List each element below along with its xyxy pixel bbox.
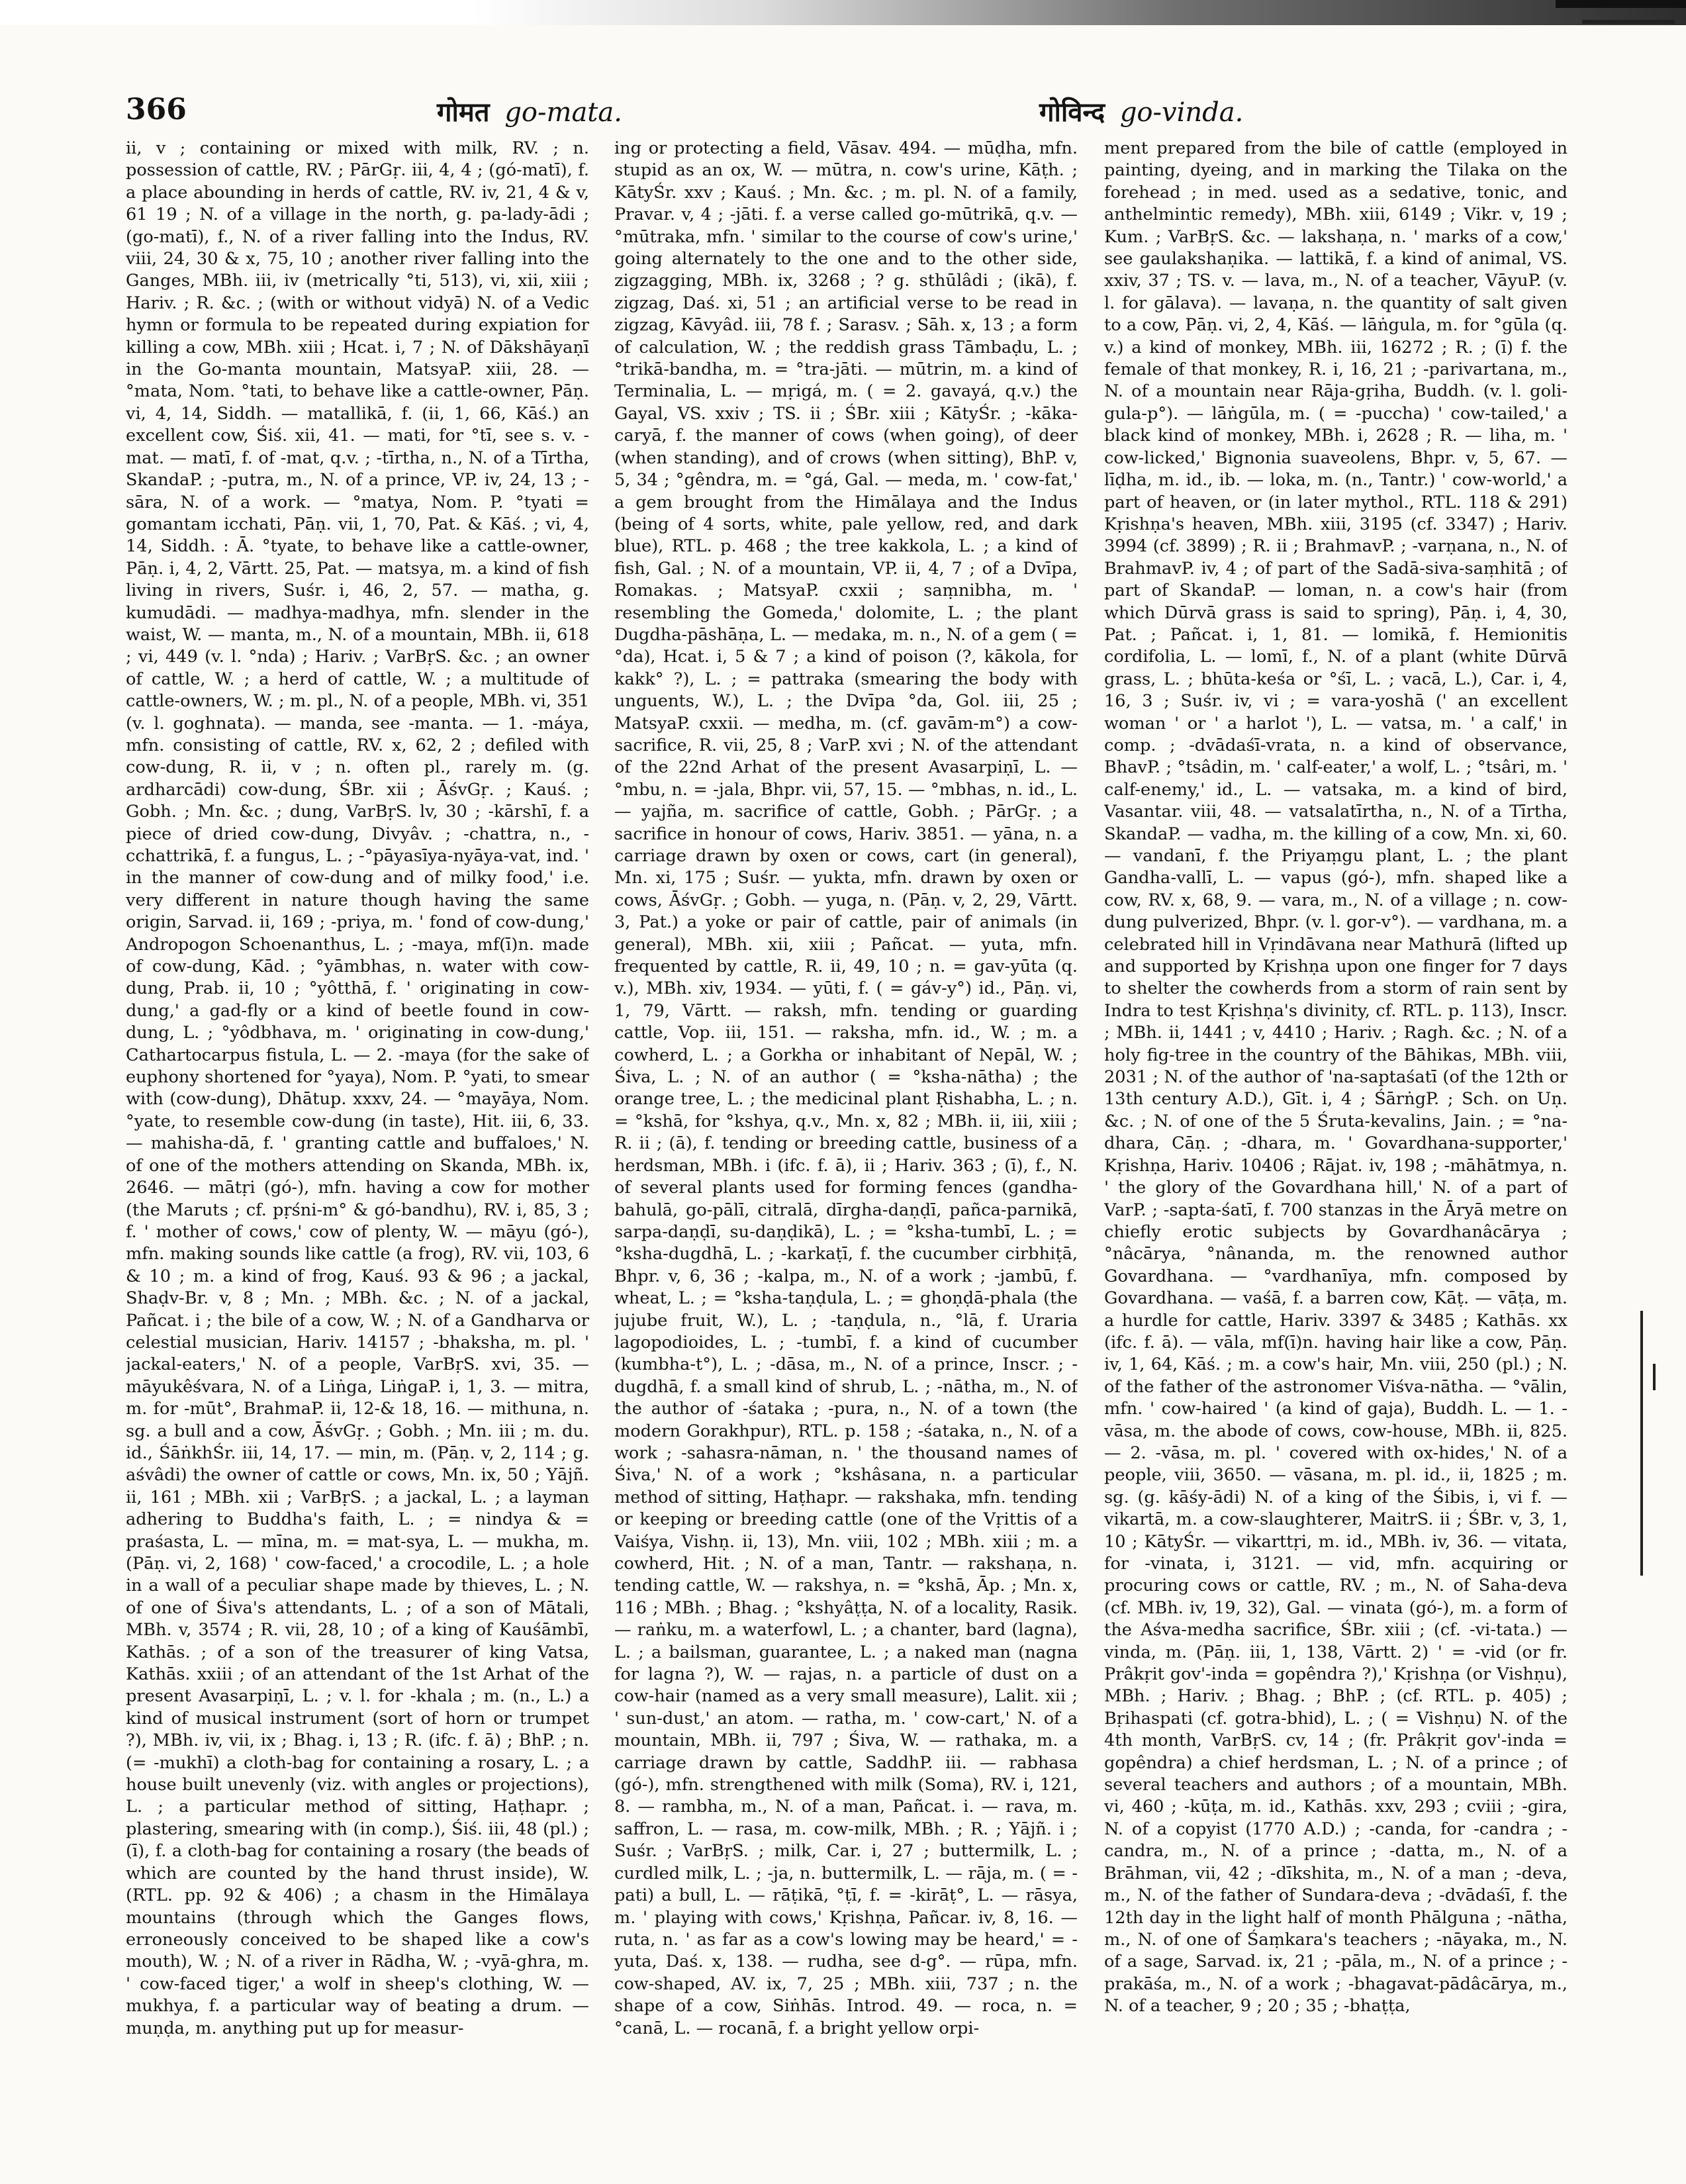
scan-margin-mark bbox=[1582, 20, 1675, 24]
dictionary-column-3: ment prepared from the bile of cattle (employed in painting, dyeing, and in marking the Tilaka on the forehead ; in med. used as a sedative, tonic, and anthelmintic remedy), MBh. xiii, 6149 ; Vikr. v, 19 ; Kum. ; VarBṛS. &c. — lakshaṇa, n. ' marks of a cow,' see gaulakshaṇika. — lattikā, f. a kind of animal, VS. xxiv, 37 ; TS. v. — lava, m., N. of a teacher, VāyuP. (v. l. for gālava). — lavaṇa, n. the quantity of salt given to a cow, Pāṇ. vi, 2, 4, Kāś. — lāṅgula, m. for °gūla (q. v.) a kind of monkey, MBh. iii, 16272 ; R. ; (ī) f. the female of that monkey, R. i, 16, 21 ; -parivartana, m., N. of a mountain near Rāja-gṛiha, Buddh. (v. l. goli-gula-p°). — lāṅgūla, m. ( = -puccha) ' cow-tailed,' a black kind of monkey, MBh. i, 2628 ; R. — liha, m. ' cow-licked,' Bignonia suaveolens, Bhpr. v, 5, 67. — līḍha, m. id., ib. — loka, m. (n., Tantr.) ' cow-world,' a part of heaven, or (in later mythol., RTL. 118 & 291) Kṛishṇa's heaven, MBh. xiii, 3195 (cf. 3347) ; Hariv. 3994 (cf. 3899) ; R. ii ; BrahmavP. ; -varṇana, n., N. of BrahmavP. iv, 4 ; of part of the Sadā-siva-saṃhitā ; of part of SkandaP. — loman, n. a cow's hair (from which Dūrvā grass is said to spring), Pāṇ. i, 4, 30, Pat. ; Pañcat. i, 1, 81. — lomikā, f. Hemionitis cordifolia, L. — lomī, f., N. of a plant (white Dūrvā grass, L. ; bhūta-keśa or °śī, L. ; vacā, L.), Car. i, 4, 16, 3 ; Suśr. iv, vi ; = vara-yoshā (' an excellent woman ' or ' a harlot '), L. — vatsa, m. ' a calf,' in comp. ; -dvādaśī-vrata, n. a kind of observance, BhavP. ; °tsâdin, m. ' calf-eater,' a wolf, L. ; °tsâri, m. ' calf-enemy,' id., L. — vatsaka, m. a kind of bird, Vasantar. viii, 48. — vatsalatīrtha, n., N. of a Tīrtha, SkandaP. — vadha, m. the killing of a cow, Mn. xi, 60. — vandanī, f. the Priyaṃgu plant, L. ; the plant Gandha-vallī, L. — vapus (gó-), mfn. shaped like a cow, RV. x, 68, 9. — vara, m., N. of a village ; n. cow-dung pulverized, Bhpr. (v. l. gor-v°). — vardhana, m. a celebrated hill in Vṛindāvana near Mathurā (lifted up and supported by Kṛishṇa upon one finger for 7 days to shelter the cowherds from a storm of rain sent by Indra to test Kṛishṇa's divinity, cf. RTL. p. 113), Inscr. ; MBh. ii, 1441 ; v, 4410 ; Hariv. ; Ragh. &c. ; N. of a holy fig-tree in the country of the Bāhikas, MBh. viii, 2031 ; N. of the author of 'na-saptaśatī (of the 12th or 13th century A.D.), Gīt. i, 4 ; ŚārṅgP. ; Sch. on Uṇ. &c. ; N. of one of the 5 Śruta-kevalins, Jain. ; = °na-dhara, Cāṇ. ; -dhara, m. ' Govardhana-supporter,' Kṛishṇa, Hariv. 10406 ; Rājat. iv, 198 ; -māhātmya, n. ' the glory of the Govardhana hill,' N. of a part of VarP. ; -sapta-śatī, f. 700 stanzas in the Āryā metre on chiefly erotic subjects by Govardhanâcārya ; °nâcārya, °nânanda, m. the renowned author Govardhana. — °vardhanīya, mfn. composed by Govardhana. — vaśā, f. a barren cow, Kāṭ. — vāṭa, m. a hurdle for cattle, Hariv. 3397 & 3485 ; Kathās. xx (ifc. f. ā). — vāla, mf(ī)n. having hair like a cow, Pāṇ. iv, 1, 64, Kāś. ; m. a cow's hair, Mn. viii, 250 (pl.) ; N. of the father of the astronomer Viśva-nātha. — °vālin, mfn. ' cow-haired ' (a kind of gaja), Buddh. L. — 1. -vāsa, m. the abode of cows, cow-house, MBh. ii, 825. — 2. -vāsa, m. pl. ' covered with ox-hides,' N. of a people, viii, 3650. — vāsana, m. pl. id., ii, 1825 ; m. sg. (g. kāśy-ādi) N. of a king of the Śibis, i, vi f. — vikartā, m. a cow-slaughterer, MaitrS. ii ; ŚBr. v, 3, 1, 10 ; KātyŚr. — vikarttṛi, m. id., MBh. iv, 36. — vitata, for -vinata, i, 3121. — vid, mfn. acquiring or procuring cows or cattle, RV. ; m., N. of Saha-deva (cf. MBh. iv, 19, 32), Gal. — vinata (gó-), m. a form of the Aśva-medha sacrifice, ŚBr. xiii ; (cf. -vi-tata.) — vinda, m. (Pāṇ. iii, 1, 138, Vārtt. 2) ' = -vid (or fr. Prâkṛit gov'-inda = gopêndra ?),' Kṛishṇa (or Vishṇu), MBh. ; Hariv. ; Bhag. ; BhP. ; (cf. RTL. p. 405) ; Bṛihaspati (cf. gotra-bhid), L. ; ( = Vishṇu) N. of the 4th month, VarBṛS. cv, 14 ; (fr. Prâkṛit gov'-inda = gopêndra) a chief herdsman, L. ; N. of a prince ; of several teachers and authors ; of a mountain, MBh. vi, 460 ; -kūṭa, m. id., Kathās. xxv, 293 ; cviii ; -gira, N. of a copyist (1770 A.D.) ; -canda, for -candra ; -candra, m., N. of a prince ; -datta, m., N. of a Brāhman, vii, 42 ; -dīkshita, m., N. of a man ; -deva, m., N. of the father of Sundara-deva ; -dvādaśī, f. the 12th day in the light half of month Phālguna ; -nātha, m., N. of one of Śaṃkara's teachers ; -nāyaka, m., N. of a sage, Sarvad. ix, 21 ; -pāla, m., N. of a prince ; -prakāśa, m., N. of a work ; -bhagavat-pādâcārya, m., N. of a teacher, 9 ; 20 ; 35 ; -bhaṭṭa, bbox=[1104, 138, 1568, 2017]
scan-top-edge bbox=[0, 0, 1686, 25]
scan-corner-shadow bbox=[1556, 0, 1686, 8]
scan-edge-mark bbox=[1653, 1364, 1656, 1390]
left-running-head bbox=[437, 93, 622, 129]
right-running-head-roman: go-vinda. bbox=[1119, 97, 1244, 128]
right-running-head-devanagari: गोविन्द bbox=[1039, 97, 1105, 128]
page-header bbox=[126, 93, 1609, 139]
page-number: 366 bbox=[126, 93, 187, 126]
left-running-head-roman: go-mata. bbox=[504, 97, 622, 128]
scan-edge-shadow bbox=[1640, 1311, 1643, 1576]
dictionary-column-2: ing or protecting a field, Vāsav. 494. — mūḍha, mfn. stupid as an ox, W. — mūtra, n. cow's urine, Kāṭh. ; KātyŚr. xxv ; Kauś. ; Mn. &c. ; m. pl. N. of a family, Pravar. v, 4 ; -jāti. f. a verse called go-mūtrikā, q.v. — °mūtraka, mfn. ' similar to the course of cow's urine,' going alternately to the one and to the other side, zigzagging, MBh. ix, 3268 ; ? g. sthūlâdi ; (ikā), f. zigzag, Daś. xi, 51 ; an artificial verse to be read in zigzag, Kāvyâd. iii, 78 f. ; Sarasv. ; Sāh. x, 13 ; a form of calculation, W. ; the reddish grass Tāmbaḍu, L. ; °trikā-bandha, m. = °tra-jāti. — mūtrin, m. a kind of Terminalia, L. — mṛigá, m. ( = 2. gavayá, q.v.) the Gayal, VS. xxiv ; TS. ii ; ŚBr. xiii ; KātyŚr. ; -kāka-caryā, f. the manner of cows (when going), of deer (when standing), and of crows (when sitting), BhP. v, 5, 34 ; °gêndra, m. = °gá, Gal. — meda, m. ' cow-fat,' a gem brought from the Himālaya and the Indus (being of 4 sorts, white, pale yellow, red, and dark blue), RTL. p. 468 ; the tree kakkola, L. ; a kind of fish, Gal. ; N. of a mountain, VP. ii, 4, 7 ; of a Dvīpa, Romakas. ; MatsyaP. cxxii ; saṃnibha, m. ' resembling the Gomeda,' dolomite, L. ; the plant Dugdha-pāshāṇa, L. — medaka, m. n., N. of a gem ( = °da), Hcat. i, 5 & 7 ; a kind of poison (?, kākola, for kakk° ?), L. ; = pattraka (smearing the body with unguents, W.), L. ; the Dvīpa °da, Gol. iii, 25 ; MatsyaP. cxxii. — medha, m. (cf. gavām-m°) a cow-sacrifice, R. vii, 25, 8 ; VarP. xvi ; N. of the attendant of the 22nd Arhat of the present Avasarpiṇī, L. — °mbu, n. = -jala, Bhpr. vii, 57, 15. — °mbhas, n. id., L. — yajña, m. sacrifice of cattle, Gobh. ; PārGṛ. ; a sacrifice in honour of cows, Hariv. 3851. — yāna, n. a carriage drawn by oxen or cows, cart (in general), Mn. xi, 175 ; Suśr. — yukta, mfn. drawn by oxen or cows, ĀśvGṛ. ; Gobh. — yuga, n. (Pāṇ. v, 2, 29, Vārtt. 3, Pat.) a yoke or pair of cattle, pair of animals (in general), MBh. xii, xiii ; Pañcat. — yuta, mfn. frequented by cattle, R. ii, 49, 10 ; n. = gav-yūta (q. v.), MBh. xiv, 1934. — yūti, f. ( = gáv-y°) id., Pāṇ. vi, 1, 79, Vārtt. — raksh, mfn. tending or guarding cattle, Vop. iii, 151. — raksha, mfn. id., W. ; m. a cowherd, L. ; a Gorkha or inhabitant of Nepāl, W. ; Śiva, L. ; N. of an author ( = °ksha-nātha) ; the orange tree, L. ; the medicinal plant Ṛishabha, L. ; n. = °kshā, for °kshya, q.v., Mn. x, 82 ; MBh. ii, iii, xiii ; R. ii ; (ā), f. tending or breeding cattle, business of a herdsman, MBh. i (ifc. f. ā), ii ; Hariv. 363 ; (ī), f., N. of several plants used for forming fences (gandha-bahulā, go-pālī, citralā, dīrgha-daṇḍī, pañca-parnikā, sarpa-daṇḍī, su-daṇḍikā), L. ; = °ksha-tumbī, L. ; = °ksha-dugdhā, L. ; -karkaṭī, f. the cucumber cirbhiṭā, Bhpr. v, 6, 36 ; -kalpa, m., N. of a work ; -jambū, f. wheat, L. ; = °ksha-taṇḍula, L. ; = ghoṇḍā-phala (the jujube fruit, W.), L. ; -taṇḍula, n., °lā, f. Uraria lagopodioides, L. ; -tumbī, f. a kind of cucumber (kumbha-t°), L. ; -dāsa, m., N. of a prince, Inscr. ; -dugdhā, f. a small kind of shrub, L. ; -nātha, m., N. of the author of -śataka ; -pura, n., N. of a town (the modern Gorakhpur), RTL. p. 158 ; -śataka, n., N. of a work ; -sahasra-nāman, n. ' the thousand names of Śiva,' N. of a work ; °kshâsana, n. a particular method of sitting, Haṭhapr. — rakshaka, mfn. tending or keeping or breeding cattle (one of the Vṛittis of a Vaiśya, Vishṇ. ii, 13), Mn. viii, 102 ; MBh. xiii ; m. a cowherd, Hit. ; N. of a man, Tantr. — rakshaṇa, n. tending cattle, W. — rakshya, n. = °kshā, Āp. ; Mn. x, 116 ; MBh. ; Bhag. ; °kshyâṭṭa, N. of a locality, Rasik. — raṅku, m. a waterfowl, L. ; a chanter, bard (lagna), L. ; a bailsman, guarantee, L. ; a naked man (nagna for lagna ?), W. — rajas, n. a particle of dust on a cow-hair (named as a very small measure), Lalit. xii ; ' sun-dust,' an atom. — ratha, m. ' cow-cart,' N. of a mountain, MBh. ii, 797 ; Śiva, W. — rathaka, m. a carriage drawn by cattle, SaddhP. iii. — rabhasa (gó-), mfn. strengthened with milk (Soma), RV. i, 121, 8. — rambha, m., N. of a man, Pañcat. i. — rava, m. saffron, L. — rasa, m. cow-milk, MBh. ; R. ; Yājñ. i ; Suśr. ; VarBṛS. ; milk, Car. i, 27 ; buttermilk, L. ; curdled milk, L. ; -ja, n. buttermilk, L. — rāja, m. ( = -pati) a bull, L. — rāṭikā, °ṭī, f. = -kirāṭ°, L. — rāsya, m. ' playing with cows,' Kṛishṇa, Pañcar. iv, 8, 16. — ruta, n. ' as far as a cow's lowing may be heard,' = -yuta, Daś. x, 138. — rudha, see d-g°. — rūpa, mfn. cow-shaped, AV. ix, 7, 25 ; MBh. xiii, 737 ; n. the shape of a cow, Siṅhās. Introd. 49. — roca, n. = °canā, L. — rocanā, f. a bright yellow orpi- bbox=[614, 138, 1078, 2038]
right-running-head bbox=[1039, 93, 1243, 129]
dictionary-column-1: ii, v ; containing or mixed with milk, RV. ; n. possession of cattle, RV. ; PārGṛ. iii, 4, 4 ; (gó-matī), f. a place abounding in herds of cattle, RV. iv, 21, 4 & v, 61 19 ; N. of a village in the north, g. pa-lady-ādi ; (go-matī), f., N. of a river falling into the Indus, RV. viii, 24, 30 & x, 75, 10 ; another river falling into the Ganges, MBh. iii, iv (metrically °ti, 513), vi, xii, xiii ; Hariv. ; R. &c. ; (with or without vidyā) N. of a Vedic hymn or formula to be repeated during expiation for killing a cow, MBh. xiii ; Hcat. i, 7 ; N. of Dākshāyaṇī in the Go-manta mountain, MatsyaP. xiii, 28. — °mata, Nom. °tati, to behave like a cattle-owner, Pāṇ. vi, 4, 14, Siddh. — matallikā, f. (ii, 1, 66, Kāś.) an excellent cow, Śiś. xii, 41. — mati, for °tī, see s. v. -mat. — matī, f. of -mat, q.v. ; -tīrtha, n., N. of a Tīrtha, SkandaP. ; -putra, m., N. of a prince, VP. iv, 24, 13 ; -sāra, N. of a work. — °matya, Nom. P. °tyati = gomantam icchati, Pāṇ. vii, 1, 70, Pat. & Kāś. ; vi, 4, 14, Siddh. : Ā. °tyate, to behave like a cattle-owner, Pāṇ. i, 4, 2, Vārtt. 25, Pat. — matsya, m. a kind of fish living in rivers, Suśr. i, 46, 2, 57. — matha, g. kumudādi. — madhya-madhya, mfn. slender in the waist, W. — manta, m., N. of a mountain, MBh. ii, 618 ; vi, 449 (v. l. °nda) ; Hariv. ; VarBṛS. &c. ; an owner of cattle, W. ; a herd of cattle, W. ; a multitude of cattle-owners, W. ; m. pl., N. of a people, MBh. vi, 351 (v. l. goghnata). — manda, see -manta. — 1. -máya, mfn. consisting of cattle, RV. x, 62, 2 ; defiled with cow-dung, R. ii, v ; n. often pl., rarely m. (g. ardharcādi) cow-dung, ŚBr. xii ; ĀśvGṛ. ; Kauś. ; Gobh. ; Mn. &c. ; dung, VarBṛS. lv, 30 ; -kārshī, f. a piece of dried cow-dung, Divyâv. ; -chattra, n., -cchattrikā, f. a fungus, L. ; -°pāyasīya-nyāya-vat, ind. ' in the manner of cow-dung and of milky food,' i.e. very different in nature though having the same origin, Sarvad. ii, 169 ; -priya, m. ' fond of cow-dung,' Andropogon Schoenanthus, L. ; -maya, mf(ī)n. made of cow-dung, Kād. ; °yāmbhas, n. water with cow-dung, Prab. ii, 10 ; °yôtthā, f. ' originating in cow-dung,' a gad-fly or a kind of beetle found in cow-dung, L. ; °yôdbhava, m. ' originating in cow-dung,' Cathartocarpus fistula, L. — 2. -maya (for the sake of euphony shortened for °yaya), Nom. P. °yati, to smear with (cow-dung), Dhātup. xxxv, 24. — °mayāya, Nom. °yate, to resemble cow-dung (in taste), Hit. iii, 6, 33. — mahisha-dā, f. ' granting cattle and buffaloes,' N. of one of the mothers attending on Skanda, MBh. ix, 2646. — mātṛi (gó-), mfn. having a cow for mother (the Maruts ; cf. pṛśni-m° & gó-bandhu), RV. i, 85, 3 ; f. ' mother of cows,' cow of plenty, W. — māyu (gó-), mfn. making sounds like cattle (a frog), RV. vii, 103, 6 & 10 ; m. a kind of frog, Kauś. 93 & 96 ; a jackal, Shaḍv-Br. v, 8 ; Mn. ; MBh. &c. ; N. of a jackal, Pañcat. i ; the bile of a cow, W. ; N. of a Gandharva or celestial musician, Hariv. 14157 ; -bhaksha, m. pl. ' jackal-eaters,' N. of a people, VarBṛS. xvi, 35. — māyukêśvara, N. of a Liṅga, LiṅgaP. i, 1, 3. — mitra, m. for -mūt°, BrahmaP. ii, 12-& 18, 16. — mithuna, n. sg. a bull and a cow, ĀśvGṛ. ; Gobh. ; Mn. iii ; m. du. id., ŚāṅkhŚr. iii, 14, 17. — min, m. (Pāṇ. v, 2, 114 ; g. aśvâdi) the owner of cattle or cows, Mn. ix, 50 ; Yājñ. ii, 161 ; MBh. xii ; VarBṛS. ; a jackal, L. ; a layman adhering to Buddha's faith, L. ; = nindya & = praśasta, L. — mīna, m. = mat-sya, L. — mukha, m. (Pāṇ. vi, 2, 168) ' cow-faced,' a crocodile, L. ; a hole in a wall of a peculiar shape made by thieves, L. ; N. of one of Śiva's attendants, L. ; of a son of Mātali, MBh. v, 3574 ; R. vii, 28, 10 ; of a king of Kauśāmbī, Kathās. ; of a son of the treasurer of king Vatsa, Kathās. xxiii ; of an attendant of the 1st Arhat of the present Avasarpiṇī, L. ; v. l. for -khala ; m. (n., L.) a kind of musical instrument (sort of horn or trumpet ?), MBh. iv, vii, ix ; Bhag. i, 13 ; R. (ifc. f. ā) ; BhP. ; n. (= -mukhī) a cloth-bag for containing a rosary, L. ; a house built unevenly (viz. with angles or projections), L. ; a particular method of sitting, Haṭhapr. ; plastering, smearing with (in comp.), Śiś. iii, 48 (pl.) ; (ī), f. a cloth-bag for containing a rosary (the beads of which are counted by the hand thrust inside), W. (RTL. pp. 92 & 406) ; a chasm in the Himālaya mountains (through which the Ganges flows, erroneously conceived to be shaped like a cow's mouth), W. ; N. of a river in Rādha, W. ; -vyā-ghra, m. ' cow-faced tiger,' a wolf in sheep's clothing, W. — mukhya, f. a particular way of beating a drum. — muṇḍa, m. anything put up for measur- bbox=[126, 138, 589, 2038]
left-running-head-devanagari: गोमत bbox=[437, 97, 490, 128]
